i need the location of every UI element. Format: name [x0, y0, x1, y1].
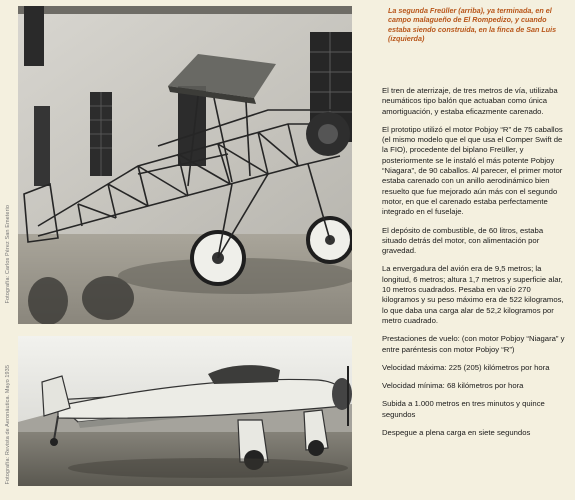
- paragraph-climb: Subida a 1.000 metros en tres minutos y quince segundos: [382, 399, 545, 419]
- photo-caption: La segunda Freüller (arriba), ya terminada, en el campo malagueño de El Rompedizo, y cuando estaba siendo construida, en la finca de San Luis (izquierda): [388, 6, 557, 43]
- photo-credit-bottom: Fotografía: Revista de Aeronáutica. Mayo 1935: [5, 365, 11, 485]
- photo-aircraft-finished: [18, 336, 352, 486]
- paragraph-dimensions: La envergadura del avión era de 9,5 metros; la longitud, 6 metros; altura 1,7 metros y superficie alar, 10 metros cuadrados. Pesaba en vacío 270 kilogramos y su peso máximo era de 522 kilogramos, lo que daba una carga alar de 52,2 kilogramos por metro cuadrado.: [382, 264, 564, 325]
- finished-photo-image: [18, 336, 352, 486]
- article-body: [382, 86, 570, 446]
- paragraph-max-speed: Velocidad máxima: 225 (205) kilómetros por hora: [382, 362, 550, 372]
- paragraph-landing-gear: El tren de aterrizaje, de tres metros de vía, utilizaba neumáticos tipo balón que actuaban como única amortiguación, y estaba eficazmente carenado.: [382, 86, 558, 116]
- paragraph-fuel-tank: El depósito de combustible, de 60 litros, estaba situado detrás del motor, con alimentación por gravedad.: [382, 225, 544, 256]
- construction-photo-image: [18, 6, 352, 324]
- photo-credit-top: Fotografía: Carlos Pérez San Emeterio: [5, 205, 11, 304]
- paragraph-performance-intro: Prestaciones de vuelo: (con motor Pobjoy “Niagara” y entre paréntesis con motor Pobjoy “R”): [382, 334, 565, 354]
- photo-aircraft-construction: [18, 6, 352, 324]
- paragraph-takeoff: Despegue a plena carga en siete segundos: [382, 428, 531, 438]
- paragraph-min-speed: Velocidad mínima: 68 kilómetros por hora: [382, 381, 524, 391]
- paragraph-engine: El prototipo utilizó el motor Pobjoy “R” de 75 caballos (el mismo modelo que el que usa el Comper Swift de la FIO), procedente del biplano Freüller, y posteriormente se le instaló el más potente Pobjoy “Niagara”, de 90 caballos. Al parecer, el primer motor estaba carenado con un anillo aerodinámico bien resuelto que fue mejorado aún más con el segundo motor, en que el carenado estaba perfectamente integrado en el fuselaje.: [382, 124, 563, 217]
